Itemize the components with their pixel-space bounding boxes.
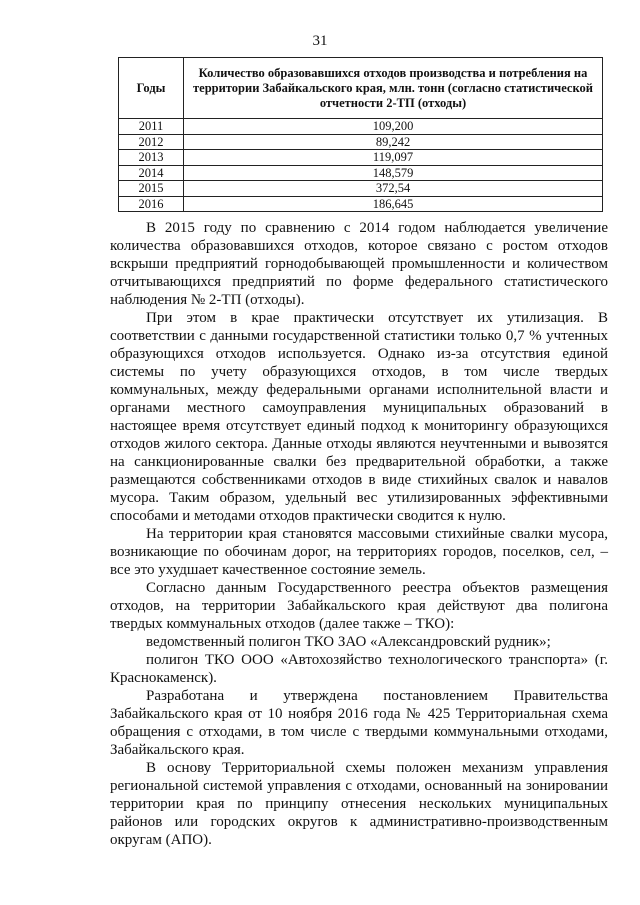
table-row xyxy=(119,196,603,212)
table-row xyxy=(119,134,603,150)
cell-quantity: 372,54 xyxy=(184,181,603,197)
table-header-row xyxy=(119,58,603,119)
table-row xyxy=(119,181,603,197)
cell-quantity: 186,645 xyxy=(184,196,603,212)
paragraph-registry: Согласно данным Государственного реестра объектов размещения отходов, на территории Забайкальского края действуют два полигона твердых коммунальных отходов (далее также – ТКО): xyxy=(110,580,608,632)
cell-quantity: 109,200 xyxy=(184,119,603,135)
cell-quantity: 148,579 xyxy=(184,165,603,181)
cell-year: 2011 xyxy=(119,119,184,135)
paragraph-territorial-scheme: Разработана и утверждена постановлением Правительства Забайкальского края от 10 ноября 2016 года № 425 Территориальная схема обращения с отходами, в том числе с твердыми коммунальными отходами, Забайкальского края. xyxy=(110,688,608,758)
list-item-landfill-2: полигон ТКО ООО «Автохозяйство технологического транспорта» (г. Краснокаменск). xyxy=(110,652,608,686)
column-header-years: Годы xyxy=(119,58,184,119)
cell-quantity: 89,242 xyxy=(184,134,603,150)
list-item-landfill-1: ведомственный полигон ТКО ЗАО «Александровский рудник»; xyxy=(146,634,551,650)
cell-year: 2012 xyxy=(119,134,184,150)
cell-year: 2013 xyxy=(119,150,184,166)
waste-table xyxy=(118,57,603,212)
body-text xyxy=(110,219,608,849)
paragraph-waste-increase: В 2015 году по сравнению с 2014 годом наблюдается увеличение количества образовавшихся отходов, которое связано с ростом отходов вскрыши предприятий горнодобывающей промышленности и количеством отчитывающихся предприятий по форме федерального статистического наблюдения № 2-ТП (отходы). xyxy=(110,220,608,308)
paragraph-illegal-dumps: На территории края становятся массовыми стихийные свалки мусора, возникающие по обочинам дорог, на территориях городов, поселков, сел, – все это ухудшает качественное состояние земель. xyxy=(110,526,608,578)
cell-year: 2016 xyxy=(119,196,184,212)
page-number: 31 xyxy=(312,33,328,49)
cell-year: 2014 xyxy=(119,165,184,181)
column-header-quantity: Количество образовавшихся отходов производства и потребления на территории Забайкальского края, млн. тонн (согласно статистической отчетности 2-ТП (отходы) xyxy=(184,58,603,119)
cell-quantity: 119,097 xyxy=(184,150,603,166)
paragraph-apo-zoning: В основу Территориальной схемы положен механизм управления региональной системой управления с отходами, основанный на зонировании территории края по принципу отнесения нескольких муниципальных районов или городских округов к административно-производственным округам (АПО). xyxy=(110,760,608,848)
table-row xyxy=(119,150,603,166)
cell-year: 2015 xyxy=(119,181,184,197)
table-row xyxy=(119,165,603,181)
paragraph-recycling: При этом в крае практически отсутствует их утилизация. В соответствии с данными государственной статистики только 0,7 % учтенных образующихся отходов используется. Однако из-за отсутствия единой системы по учету образующихся отходов, в том числе твердых коммунальных, между федеральными органами исполнительной власти и органами местного самоуправления муниципальных образований в настоящее время отсутствует единый подход к мониторингу образующихся отходов жилого сектора. Данные отходы являются неучтенными и вывозятся на санкционированные свалки без предварительной обработки, а также размещаются собственниками отходов в виде стихийных свалок и навалов мусора. Таким образом, удельный вес утилизированных эффективными способами и методами отходов практически сводится к нулю. xyxy=(110,310,608,524)
table-row xyxy=(119,119,603,135)
